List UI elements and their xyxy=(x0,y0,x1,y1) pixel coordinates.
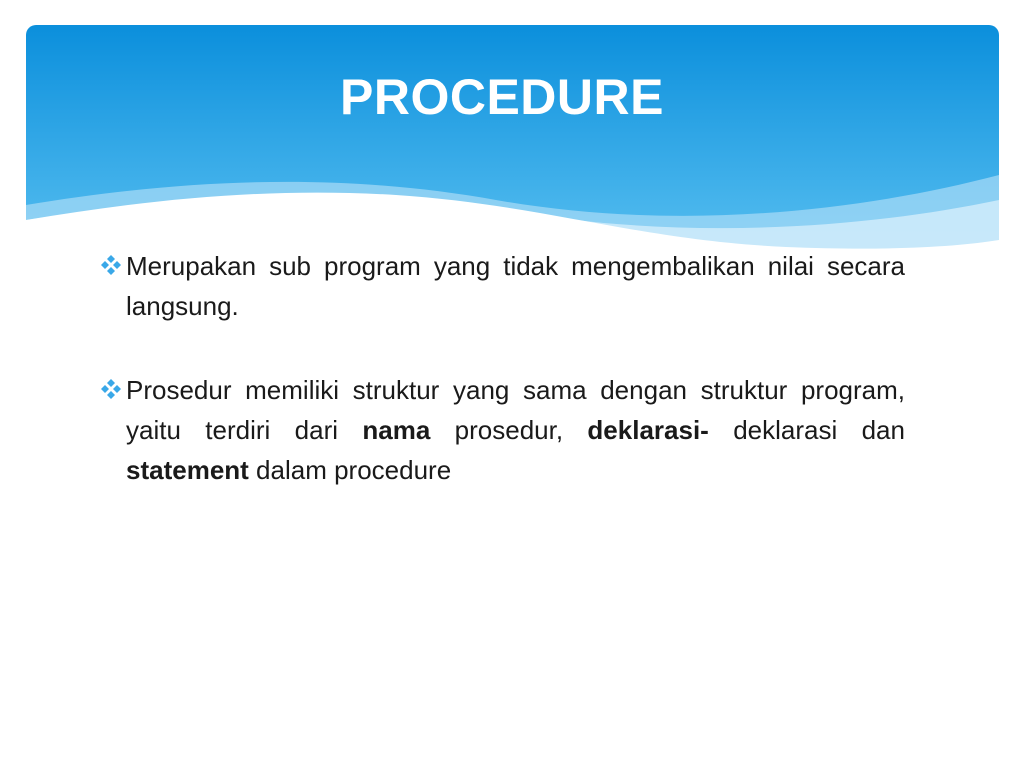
bullet-item xyxy=(100,246,905,326)
bold-term-statement: statement xyxy=(126,455,249,485)
bullet-item xyxy=(100,370,905,490)
text-segment: Prosedur memiliki struktur yang sama dengan struktur program, yaitu terdiri dari xyxy=(126,375,905,445)
bullet-text: Merupakan sub program yang tidak mengembalikan nilai secara langsung. xyxy=(126,251,905,321)
bullet-text xyxy=(126,370,905,490)
header-wave-graphic xyxy=(26,25,999,275)
text-segment: deklarasi dan xyxy=(708,415,905,445)
text-segment: dalam procedure xyxy=(248,455,452,485)
text-segment: prosedur, xyxy=(430,415,588,445)
bold-term-nama: nama xyxy=(362,415,431,445)
header-banner xyxy=(26,25,999,275)
slide-title: PROCEDURE xyxy=(340,69,664,125)
diamond-bullet-icon xyxy=(100,378,126,400)
bullet-list xyxy=(100,246,905,534)
diamond-bullet-icon xyxy=(100,254,126,276)
bold-term-deklarasi: deklarasi- xyxy=(587,415,709,445)
